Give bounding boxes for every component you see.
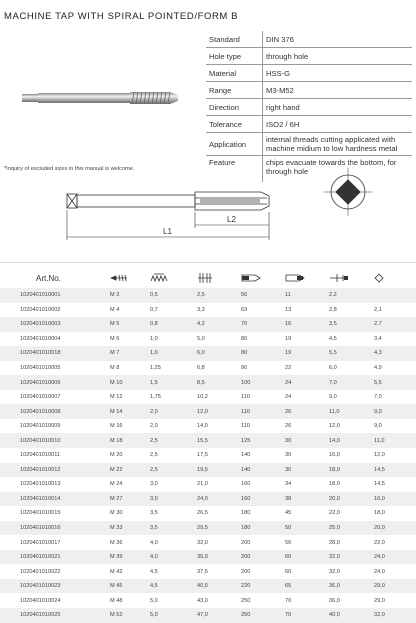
drill-diameter-cell: 6,8	[197, 365, 205, 371]
table-row	[0, 521, 416, 536]
spec-table	[206, 31, 412, 182]
pitch-cell: 5,0	[150, 608, 197, 623]
total-length-cell: 80	[241, 335, 248, 342]
pitch-cell: 1,25	[150, 365, 161, 371]
thread-size-cell: M 42	[110, 568, 123, 575]
square-size-cell: 9,0	[374, 423, 382, 430]
total-length-cell: 180	[241, 510, 251, 517]
drill-diameter-cell: 2,5	[197, 288, 241, 303]
spec-value: M3-M52	[263, 82, 413, 99]
thread-length-cell: 24	[285, 375, 329, 390]
spec-value: internal threads cutting applicated with machine midium to low hardness metal	[263, 133, 413, 156]
spec-value: chips evacuate towards the bottom, for through hole	[266, 158, 397, 176]
drill-diameter-cell: 40,5	[197, 579, 241, 594]
art-no-cell: 1020401010025	[0, 608, 110, 623]
total-length-cell: 200	[241, 568, 251, 575]
shank-diameter-cell: 25,0	[329, 521, 374, 536]
art-no-cell: 1020401010017	[20, 539, 61, 546]
table-row	[0, 346, 416, 361]
total-length-cell: 140	[241, 452, 251, 459]
total-length-icon	[241, 268, 285, 288]
drill-diameter-cell: 47,0	[197, 608, 241, 623]
pitch-cell: 2,0	[150, 404, 197, 419]
thread-size-cell: M 22	[110, 463, 150, 478]
art-no-cell: 1020401010022	[20, 568, 61, 575]
drill-diameter-cell: 32,0	[197, 539, 208, 546]
table-row	[0, 433, 416, 448]
spec-row-direction	[206, 99, 412, 116]
drill-diameter-cell: 5,0	[197, 335, 205, 342]
thread-length-cell: 22	[285, 365, 292, 371]
spec-row-standard	[206, 31, 412, 48]
total-length-cell: 110	[241, 404, 285, 419]
spec-row-material	[206, 65, 412, 82]
shank-diameter-cell: 12,0	[329, 423, 340, 430]
table-row	[0, 593, 416, 608]
drill-diameter-cell: 37,5	[197, 568, 208, 575]
table-row	[0, 419, 416, 434]
thread-size-cell: M 10	[110, 375, 150, 390]
table-row	[0, 477, 416, 492]
drill-diameter-cell: 26,5	[197, 510, 208, 517]
square-size-cell: 18,0	[374, 510, 385, 517]
page-title: MACHINE TAP WITH SPIRAL POINTED/FORM B	[4, 11, 239, 22]
table-row	[0, 448, 416, 463]
art-no-cell: 1020401010007	[20, 394, 61, 401]
thread-size-cell: M 3	[110, 288, 150, 303]
drill-diameter-cell: 43,0	[197, 597, 208, 604]
shank-diameter-cell: 32,0	[329, 550, 374, 565]
thread-size-cell: M 20	[110, 452, 123, 459]
thread-size-cell: M 16	[110, 423, 123, 430]
square-size-cell: 32,0	[374, 608, 416, 623]
pitch-cell: 4,5	[150, 568, 158, 575]
square-size-cell: 14,5	[374, 481, 385, 488]
pitch-cell: 0,5	[150, 288, 197, 303]
drill-diameter-icon	[197, 268, 241, 288]
total-length-cell: 110	[241, 394, 250, 401]
total-length-cell: 110	[241, 423, 250, 430]
tap-technical-drawing	[55, 188, 285, 248]
square-size-cell: 7,0	[374, 394, 382, 401]
thread-size-cell: M 45	[110, 579, 150, 594]
drill-diameter-cell: 24,0	[197, 492, 241, 507]
thread-length-cell: 30	[285, 433, 329, 448]
thread-length-cell: 16	[285, 317, 329, 332]
art-no-cell: 1020401010001	[0, 288, 110, 303]
shank-diameter-cell: 36,0	[329, 579, 374, 594]
thread-length-cell: 65	[285, 579, 329, 594]
total-length-cell: 90	[241, 365, 248, 371]
art-no-cell: 1020401010012	[0, 463, 110, 478]
square-size-cell: 14,5	[374, 463, 416, 478]
total-length-cell: 63	[241, 306, 248, 313]
table-row	[0, 550, 416, 565]
table-row	[0, 361, 416, 376]
pitch-cell: 5,0	[150, 597, 158, 604]
pitch-cell: 2,5	[150, 433, 197, 448]
pitch-cell: 2,0	[150, 423, 158, 430]
table-row	[0, 288, 416, 303]
pitch-cell: 1,0	[150, 335, 158, 342]
table-row	[0, 404, 416, 419]
square-size-cell: 3,4	[374, 335, 382, 342]
thread-length-cell: 19	[285, 335, 292, 342]
table-row	[0, 579, 416, 594]
total-length-cell: 140	[241, 463, 285, 478]
l2-label: L2	[227, 215, 236, 224]
thread-size-cell: M 6	[110, 335, 120, 342]
art-no-cell: 1020401010015	[20, 510, 61, 517]
spec-label: Application	[206, 133, 263, 156]
square-size-cell: 4,3	[374, 346, 416, 361]
thread-length-cell: 56	[285, 539, 292, 546]
thread-length-icon	[285, 268, 329, 288]
spec-label: Material	[206, 65, 263, 82]
art-no-cell: 1020401010003	[0, 317, 110, 332]
thread-length-cell: 11	[285, 288, 329, 303]
thread-size-cell: M 12	[110, 394, 123, 401]
pitch-cell: 4,0	[150, 539, 158, 546]
pitch-cell: 4,5	[150, 579, 197, 594]
drill-diameter-cell: 35,0	[197, 550, 241, 565]
art-no-cell: 1020401010024	[20, 597, 61, 604]
thread-size-cell: M 8	[110, 365, 120, 371]
thread-size-cell: M 33	[110, 521, 150, 536]
shank-diameter-cell: 32,0	[329, 568, 340, 575]
art-no-cell: 1020401010002	[20, 306, 61, 313]
pitch-icon	[150, 268, 197, 288]
thread-length-cell: 26	[285, 404, 329, 419]
table-header-row	[0, 268, 416, 288]
pitch-cell: 3,0	[150, 492, 197, 507]
square-size-cell: 24,0	[374, 568, 385, 575]
thread-size-icon	[110, 268, 150, 288]
shank-diameter-cell: 11,0	[329, 404, 374, 419]
table-row	[0, 375, 416, 390]
total-length-cell: 200	[241, 539, 251, 546]
pitch-cell: 1,5	[150, 375, 197, 390]
thread-length-cell: 13	[285, 306, 292, 313]
shank-diameter-cell: 6,0	[329, 365, 337, 371]
shank-diameter-cell: 2,2	[329, 288, 374, 303]
spec-label: Standard	[206, 31, 263, 48]
spec-row-feature	[206, 156, 412, 183]
drill-diameter-cell: 21,0	[197, 481, 208, 488]
thread-size-cell: M 7	[110, 346, 150, 361]
total-length-cell: 160	[241, 481, 251, 488]
art-no-cell: 1020401010010	[0, 433, 110, 448]
inquiry-note: *Inquiry of excluded sizes in this manual is welcome.	[4, 166, 135, 172]
thread-length-cell: 60	[285, 550, 329, 565]
thread-size-cell: M 30	[110, 510, 123, 517]
spec-value: DIN 376	[263, 31, 413, 48]
spec-row-application	[206, 133, 412, 156]
total-length-cell: 80	[241, 346, 285, 361]
drill-diameter-cell: 19,5	[197, 463, 241, 478]
shank-diameter-cell: 9,0	[329, 394, 337, 401]
art-no-cell: 1020401010009	[20, 423, 61, 430]
total-length-cell: 220	[241, 579, 285, 594]
art-no-cell: 1020401010011	[20, 452, 61, 459]
shank-diameter-cell: 3,5	[329, 317, 374, 332]
shank-diameter-cell: 18,0	[329, 481, 340, 488]
spec-value: HSS-G	[263, 65, 413, 82]
total-length-cell: 250	[241, 597, 251, 604]
thread-length-cell: 60	[285, 568, 292, 575]
art-no-cell: 1020401010004	[20, 335, 61, 342]
drill-diameter-cell: 14,0	[197, 423, 208, 430]
square-size-cell: 2,1	[374, 306, 382, 313]
drill-diameter-cell: 3,3	[197, 306, 205, 313]
drill-diameter-cell: 12,0	[197, 404, 241, 419]
l1-label: L1	[163, 227, 172, 236]
thread-size-cell: M 39	[110, 550, 150, 565]
spec-value: through hole	[263, 48, 413, 65]
square-size-cell: 2,7	[374, 317, 416, 332]
shank-diameter-cell: 40,0	[329, 608, 374, 623]
spec-value: right hand	[263, 99, 413, 116]
art-no-cell: 1020401010018	[0, 346, 110, 361]
table-row	[0, 390, 416, 405]
shank-diameter-cell: 7,0	[329, 375, 374, 390]
table-row	[0, 332, 416, 347]
shank-diameter-cell: 36,0	[329, 597, 340, 604]
art-no-cell: 1020401010023	[0, 579, 110, 594]
spec-label: Tolerance	[206, 116, 263, 133]
art-no-cell: 1020401010021	[0, 550, 110, 565]
square-size-cell: 22,0	[374, 539, 385, 546]
thread-length-cell: 50	[285, 521, 329, 536]
thread-length-cell: 24	[285, 394, 292, 401]
total-length-cell: 100	[241, 375, 285, 390]
square-size-cell	[374, 288, 416, 303]
thread-size-cell: M 36	[110, 539, 123, 546]
square-size-cell: 12,0	[374, 452, 385, 459]
pitch-cell: 2,5	[150, 452, 158, 459]
spec-label: Feature	[206, 156, 263, 183]
drill-diameter-cell: 8,5	[197, 375, 241, 390]
shank-diameter-cell: 28,0	[329, 539, 340, 546]
divider	[0, 262, 416, 263]
table-row	[0, 303, 416, 318]
drill-diameter-cell: 15,5	[197, 433, 241, 448]
shank-diameter-cell: 16,0	[329, 452, 340, 459]
thread-length-cell: 34	[285, 481, 292, 488]
square-size-cell: 16,0	[374, 492, 416, 507]
drill-diameter-cell: 6,0	[197, 346, 241, 361]
square-size-icon	[374, 268, 416, 288]
drill-diameter-cell: 17,5	[197, 452, 208, 459]
table-row	[0, 535, 416, 550]
art-no-cell: 1020401010016	[0, 521, 110, 536]
thread-length-cell: 70	[285, 608, 329, 623]
total-length-cell: 125	[241, 433, 285, 448]
thread-size-cell: M 14	[110, 404, 150, 419]
drill-diameter-cell: 29,5	[197, 521, 241, 536]
drill-diameter-cell: 4,2	[197, 317, 241, 332]
square-size-cell: 20,0	[374, 521, 416, 536]
spec-label: Direction	[206, 99, 263, 116]
spec-row-hole-type	[206, 48, 412, 65]
thread-length-cell: 30	[285, 463, 329, 478]
thread-length-cell: 70	[285, 597, 292, 604]
thread-size-cell: M 4	[110, 306, 120, 313]
tap-product-image	[22, 86, 182, 110]
square-size-cell: 5,5	[374, 375, 416, 390]
shank-diameter-cell: 4,5	[329, 335, 337, 342]
total-length-cell: 250	[241, 608, 285, 623]
pitch-cell: 4,0	[150, 550, 197, 565]
table-row	[0, 492, 416, 507]
pitch-cell: 0,7	[150, 306, 158, 313]
spec-value: ISO2 / 6H	[263, 116, 413, 133]
square-size-cell: 11,0	[374, 433, 416, 448]
thread-length-cell: 30	[285, 452, 292, 459]
spec-row-range	[206, 82, 412, 99]
thread-length-cell: 38	[285, 492, 329, 507]
square-size-cell: 24,0	[374, 550, 416, 565]
thread-size-cell: M 5	[110, 317, 150, 332]
shank-diameter-icon	[329, 268, 374, 288]
pitch-cell: 2,5	[150, 463, 197, 478]
thread-length-cell: 26	[285, 423, 292, 430]
thread-length-cell: 45	[285, 510, 292, 517]
table-row	[0, 317, 416, 332]
square-size-cell: 29,0	[374, 579, 416, 594]
cross-section-icon	[322, 166, 374, 218]
total-length-cell: 56	[241, 288, 285, 303]
pitch-cell: 0,8	[150, 317, 197, 332]
spec-row-tolerance	[206, 116, 412, 133]
thread-size-cell: M 48	[110, 597, 123, 604]
spec-label: Range	[206, 82, 263, 99]
thread-size-cell: M 18	[110, 433, 150, 448]
total-length-cell: 180	[241, 521, 285, 536]
table-row	[0, 506, 416, 521]
pitch-cell: 3,0	[150, 481, 158, 488]
table-row	[0, 564, 416, 579]
thread-size-cell: M 24	[110, 481, 123, 488]
pitch-cell: 3,5	[150, 521, 197, 536]
pitch-cell: 1,0	[150, 346, 197, 361]
table-row	[0, 463, 416, 478]
square-size-cell: 4,9	[374, 365, 382, 371]
shank-diameter-cell: 22,0	[329, 510, 340, 517]
square-size-cell: 9,0	[374, 404, 416, 419]
art-no-cell: 1020401010006	[0, 375, 110, 390]
shank-diameter-cell: 2,8	[329, 306, 337, 313]
total-length-cell: 200	[241, 550, 285, 565]
thread-size-cell: M 27	[110, 492, 150, 507]
total-length-cell: 70	[241, 317, 285, 332]
shank-diameter-cell: 18,0	[329, 463, 374, 478]
pitch-cell: 3,5	[150, 510, 158, 517]
dimensions-table	[0, 268, 416, 623]
square-size-cell: 29,0	[374, 597, 385, 604]
art-no-cell: 1020401010008	[0, 404, 110, 419]
shank-diameter-cell: 20,0	[329, 492, 374, 507]
table-row	[0, 608, 416, 623]
spec-label: Hole type	[206, 48, 263, 65]
art-no-cell: 1020401010005	[20, 365, 61, 371]
art-no-header: Art.No.	[36, 273, 61, 283]
thread-size-cell: M 52	[110, 608, 150, 623]
shank-diameter-cell: 5,5	[329, 346, 374, 361]
thread-length-cell: 19	[285, 346, 329, 361]
pitch-cell: 1,75	[150, 394, 161, 401]
art-no-cell: 1020401010013	[20, 481, 61, 488]
art-no-cell: 1020401010014	[0, 492, 110, 507]
drill-diameter-cell: 10,2	[197, 394, 208, 401]
total-length-cell: 160	[241, 492, 285, 507]
shank-diameter-cell: 14,0	[329, 433, 374, 448]
